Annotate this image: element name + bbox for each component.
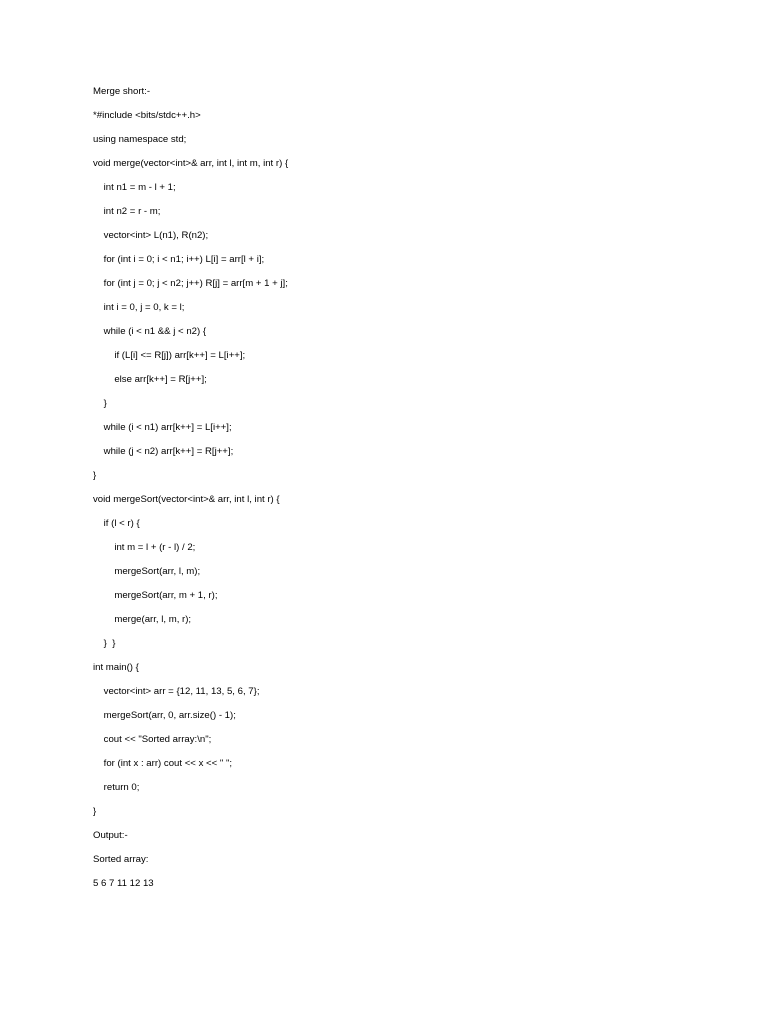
code-line: int n2 = r - m; [93,206,161,217]
code-line: using namespace std; [93,134,187,145]
code-line: } [93,398,107,409]
output-line: Sorted array: [93,854,149,865]
heading-merge-short: Merge short:- [93,86,151,97]
code-line: vector<int> L(n1), R(n2); [93,230,209,241]
code-line: int m = l + (r - l) / 2; [93,542,196,553]
code-line: else arr[k++] = R[j++]; [93,374,207,385]
code-line: int i = 0, j = 0, k = l; [93,302,185,313]
code-line: } [93,806,97,817]
code-line: while (i < n1) arr[k++] = L[i++]; [93,422,232,433]
code-line: if (l < r) { [93,518,140,529]
code-line: void mergeSort(vector<int>& arr, int l, int r) { [93,494,280,505]
output-line: 5 6 7 11 12 13 [93,878,154,889]
code-line: cout << "Sorted array:\n"; [93,734,212,745]
code-line: while (j < n2) arr[k++] = R[j++]; [93,446,234,457]
code-line: vector<int> arr = {12, 11, 13, 5, 6, 7}; [93,686,260,697]
code-line: *#include <bits/stdc++.h> [93,110,201,121]
code-line: return 0; [93,782,140,793]
document-text-lines [93,85,733,901]
code-line: merge(arr, l, m, r); [93,614,192,625]
code-line: mergeSort(arr, m + 1, r); [93,590,218,601]
code-line: int n1 = m - l + 1; [93,182,176,193]
code-line: if (L[i] <= R[j]) arr[k++] = L[i++]; [93,350,246,361]
code-line: } [93,470,97,481]
code-line: for (int x : arr) cout << x << " "; [93,758,233,769]
code-line: for (int i = 0; i < n1; i++) L[i] = arr[l + i]; [93,254,265,265]
code-line: mergeSort(arr, l, m); [93,566,201,577]
code-line: void merge(vector<int>& arr, int l, int m, int r) { [93,158,289,169]
code-line: for (int j = 0; j < n2; j++) R[j] = arr[m + 1 + j]; [93,278,288,289]
code-line: mergeSort(arr, 0, arr.size() - 1); [93,710,236,721]
code-line: } } [93,638,116,649]
code-line: while (i < n1 && j < n2) { [93,326,207,337]
heading-output: Output:- [93,830,128,841]
code-line: int main() { [93,662,139,673]
